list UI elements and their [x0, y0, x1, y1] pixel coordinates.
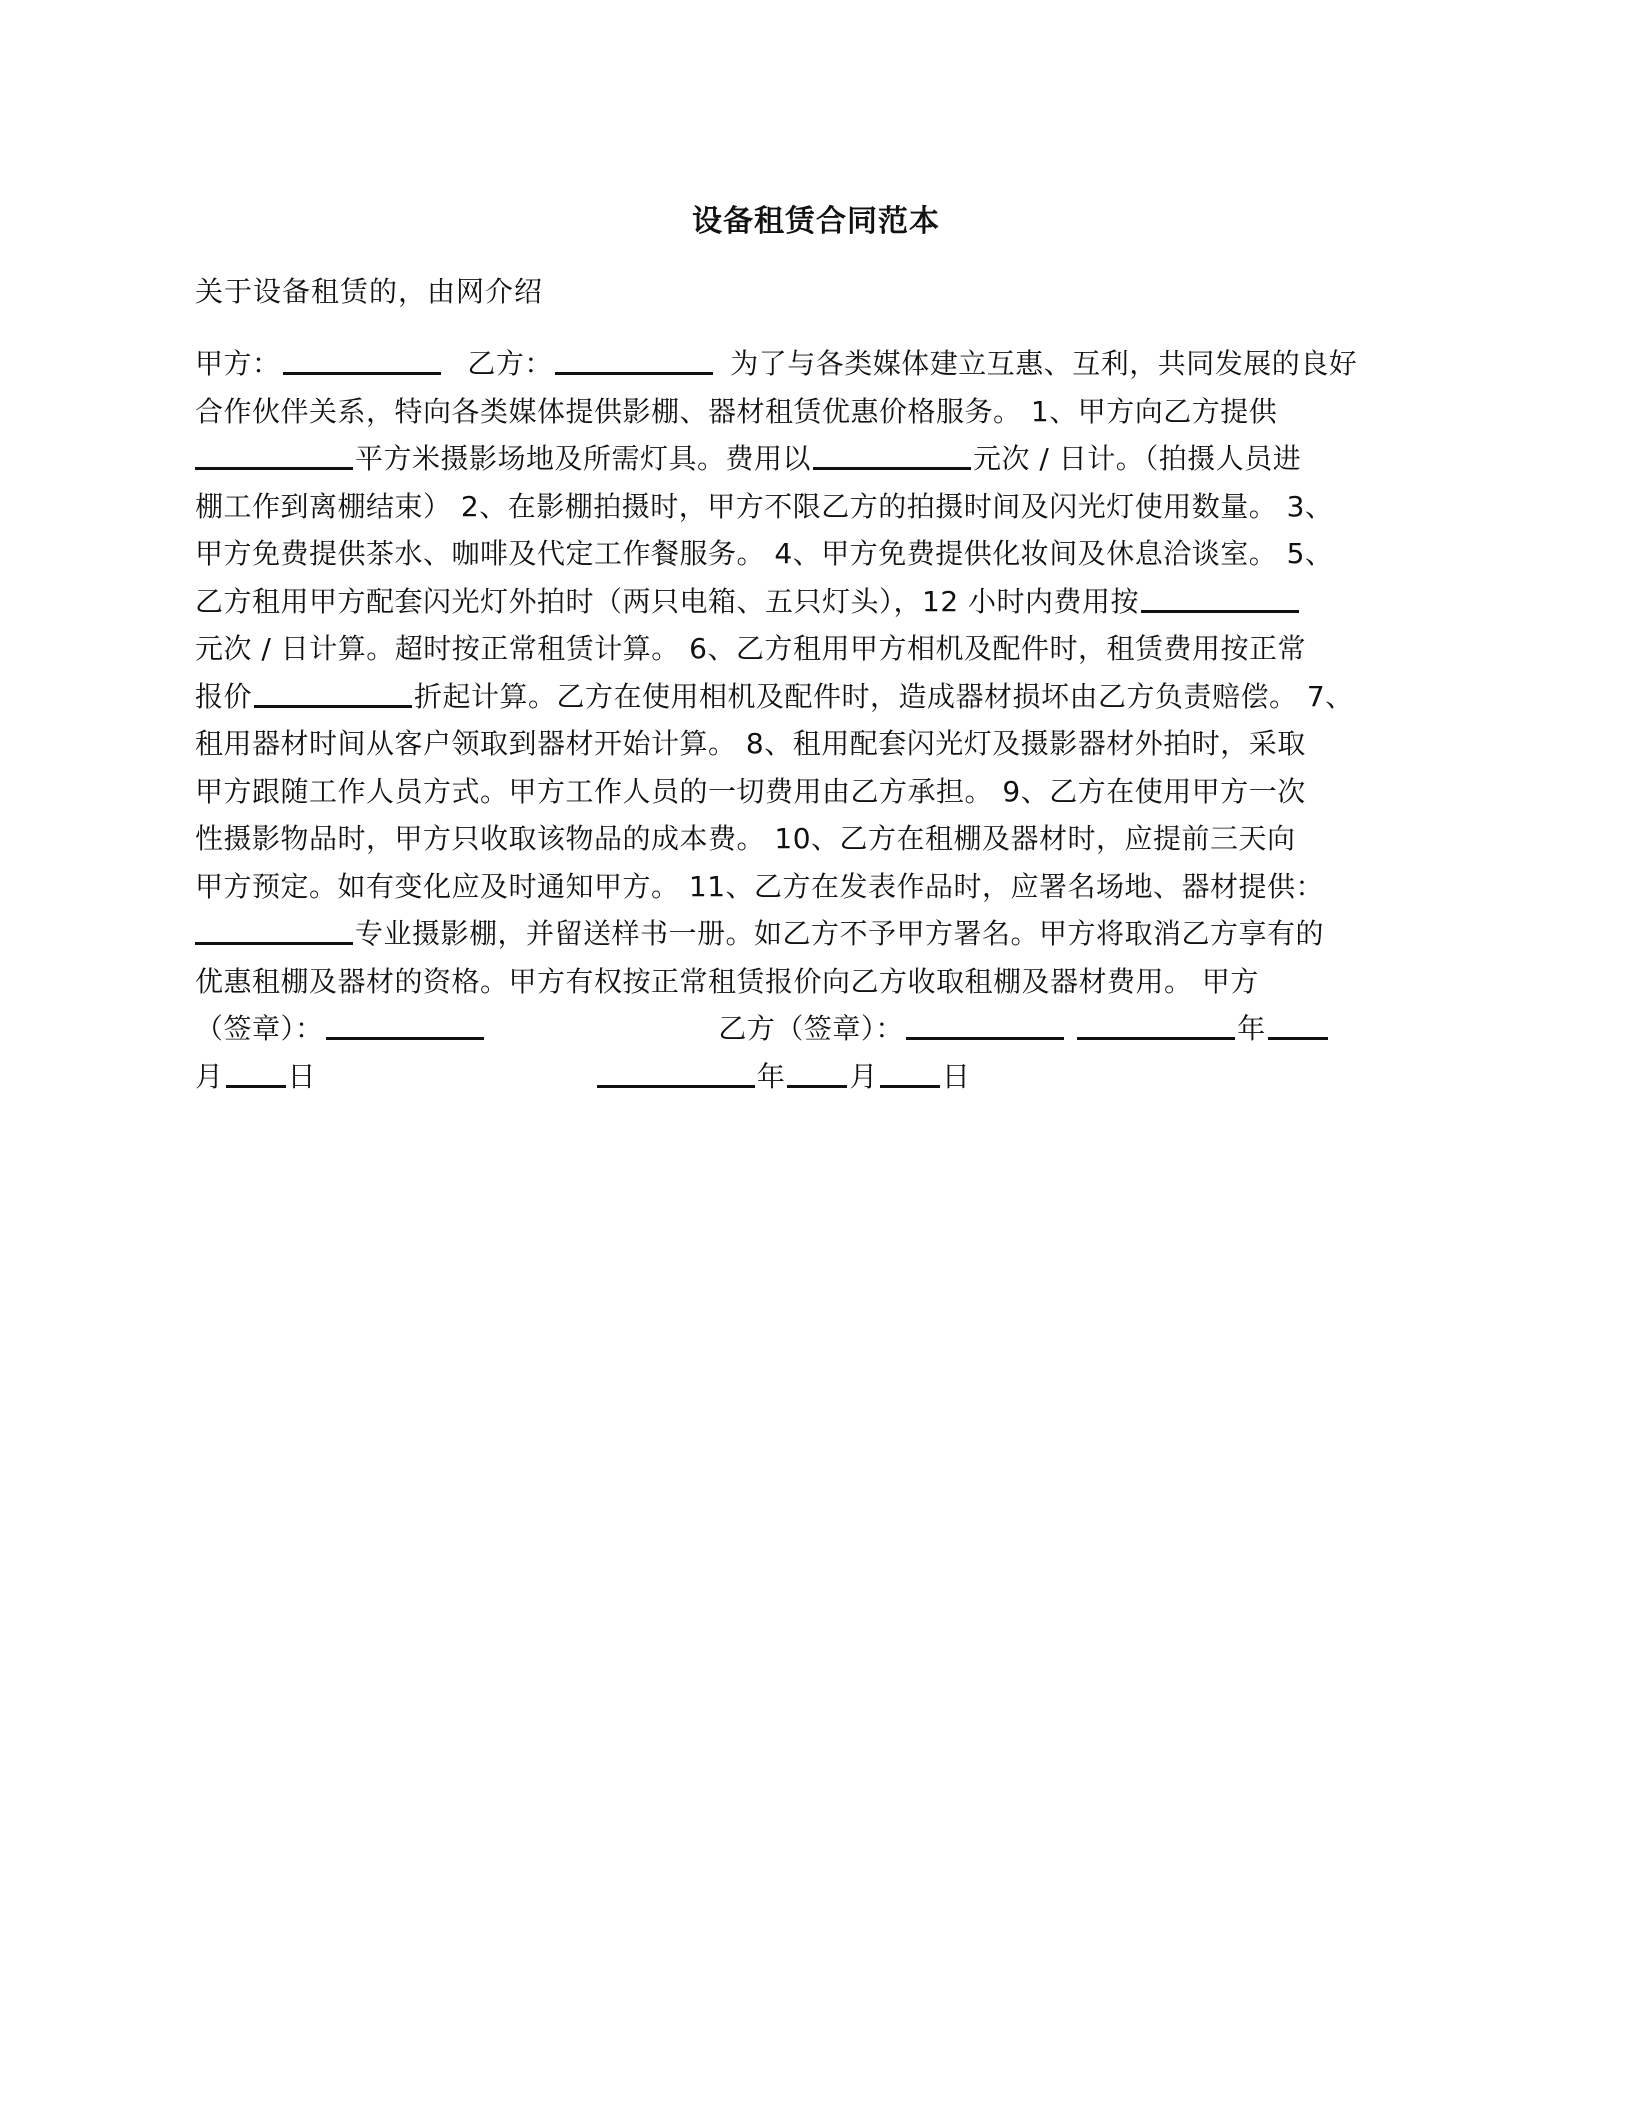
- line-text: 甲方跟随工作人员方式。甲方工作人员的一切费用由乙方承担。 9、乙方在使用甲方一次: [195, 774, 1306, 808]
- line-text: 甲方免费提供茶水、咖啡及代定工作餐服务。 4、甲方免费提供化妆间及休息洽谈室。 5、: [195, 537, 1334, 570]
- line-text: 租用器材时间从客户领取到器材开始计算。 8、租用配套闪光灯及摄影器材外拍时，采取: [195, 727, 1306, 760]
- line-text: 报价: [195, 679, 253, 713]
- day-blank: [226, 1057, 286, 1088]
- year-label: 年: [756, 1059, 786, 1093]
- contract-line: [195, 388, 1445, 436]
- party-b-month-blank: [787, 1057, 847, 1088]
- party-b-year-blank: [597, 1057, 755, 1088]
- line-text: 棚工作到离棚结束） 2、在影棚拍摄时，甲方不限乙方的拍摄时间及闪光灯使用数量。 3、: [195, 489, 1334, 523]
- month-blank: [1268, 1009, 1328, 1040]
- fee-blank: [813, 439, 971, 470]
- party-a-seal-label: （签章）：: [195, 1012, 324, 1045]
- contract-line: [195, 483, 1445, 531]
- contract-line: [195, 673, 1445, 721]
- line-text: 性摄影物品时，甲方只收取该物品的成本费。 10、乙方在租棚及器材时，应提前三天向: [195, 822, 1296, 855]
- flash-fee-blank: [1141, 582, 1299, 613]
- contract-line: [195, 815, 1445, 863]
- signature-line: [195, 1005, 1445, 1053]
- contract-line: [195, 910, 1445, 958]
- contract-line: [195, 625, 1445, 673]
- document-title: 设备租赁合同范本: [692, 204, 940, 239]
- month-label: 月: [195, 1059, 224, 1093]
- contract-line: [195, 530, 1445, 578]
- contract-line: [195, 958, 1445, 1006]
- line-text: 为了与各类媒体建立互惠、互利，共同发展的良好: [730, 347, 1358, 380]
- party-b-day-blank: [880, 1057, 940, 1088]
- contract-line: [195, 768, 1445, 816]
- party-b-seal-label: 乙方（签章）：: [718, 1012, 904, 1045]
- party-b-label: 乙方：: [467, 347, 553, 380]
- contract-line: [195, 435, 1445, 483]
- month-label: 月: [849, 1059, 878, 1093]
- area-blank: [195, 439, 353, 470]
- party-a-label: 甲方：: [195, 347, 281, 380]
- discount-blank: [254, 677, 412, 708]
- year-blank: [1077, 1009, 1235, 1040]
- line-text: 元次 / 日计。（拍摄人员进: [973, 442, 1302, 475]
- line-text: 合作伙伴关系，特向各类媒体提供影棚、器材租赁优惠价格服务。 1、甲方向乙方提供: [195, 394, 1278, 428]
- year-label: 年: [1237, 1012, 1266, 1045]
- line-text: 平方米摄影场地及所需灯具。费用以: [355, 442, 812, 475]
- contract-line: [195, 720, 1445, 768]
- contract-line: [195, 863, 1445, 911]
- contract-line: [195, 578, 1445, 626]
- contract-line: [195, 340, 1445, 388]
- party-b-blank: [555, 344, 713, 375]
- studio-name-blank: [195, 914, 353, 945]
- line-text: 专业摄影棚，并留送样书一册。如乙方不予甲方署名。甲方将取消乙方享有的: [355, 917, 1325, 950]
- document-intro: 关于设备租赁的，由网介绍: [195, 275, 544, 308]
- day-label: 日: [941, 1059, 971, 1093]
- day-label: 日: [287, 1059, 317, 1093]
- line-text: 甲方预定。如有变化应及时通知甲方。 11、乙方在发表作品时，应署名场地、器材提供：: [195, 869, 1325, 903]
- line-text: 乙方租用甲方配套闪光灯外拍时（两只电箱、五只灯头），12 小时内费用按: [195, 584, 1140, 618]
- party-a-blank: [283, 344, 441, 375]
- party-b-seal-blank: [906, 1009, 1064, 1040]
- contract-body: [195, 340, 1445, 1100]
- line-text: 元次 / 日计算。超时按正常租赁计算。 6、乙方租用甲方相机及配件时，租赁费用按正常: [195, 632, 1306, 665]
- line-text: 折起计算。乙方在使用相机及配件时，造成器材损坏由乙方负责赔偿。 7、: [414, 679, 1354, 713]
- party-a-seal-blank: [326, 1009, 484, 1040]
- line-text: 优惠租棚及器材的资格。甲方有权按正常租赁报价向乙方收取租棚及器材费用。 甲方: [195, 964, 1259, 998]
- date-line: [195, 1053, 1445, 1101]
